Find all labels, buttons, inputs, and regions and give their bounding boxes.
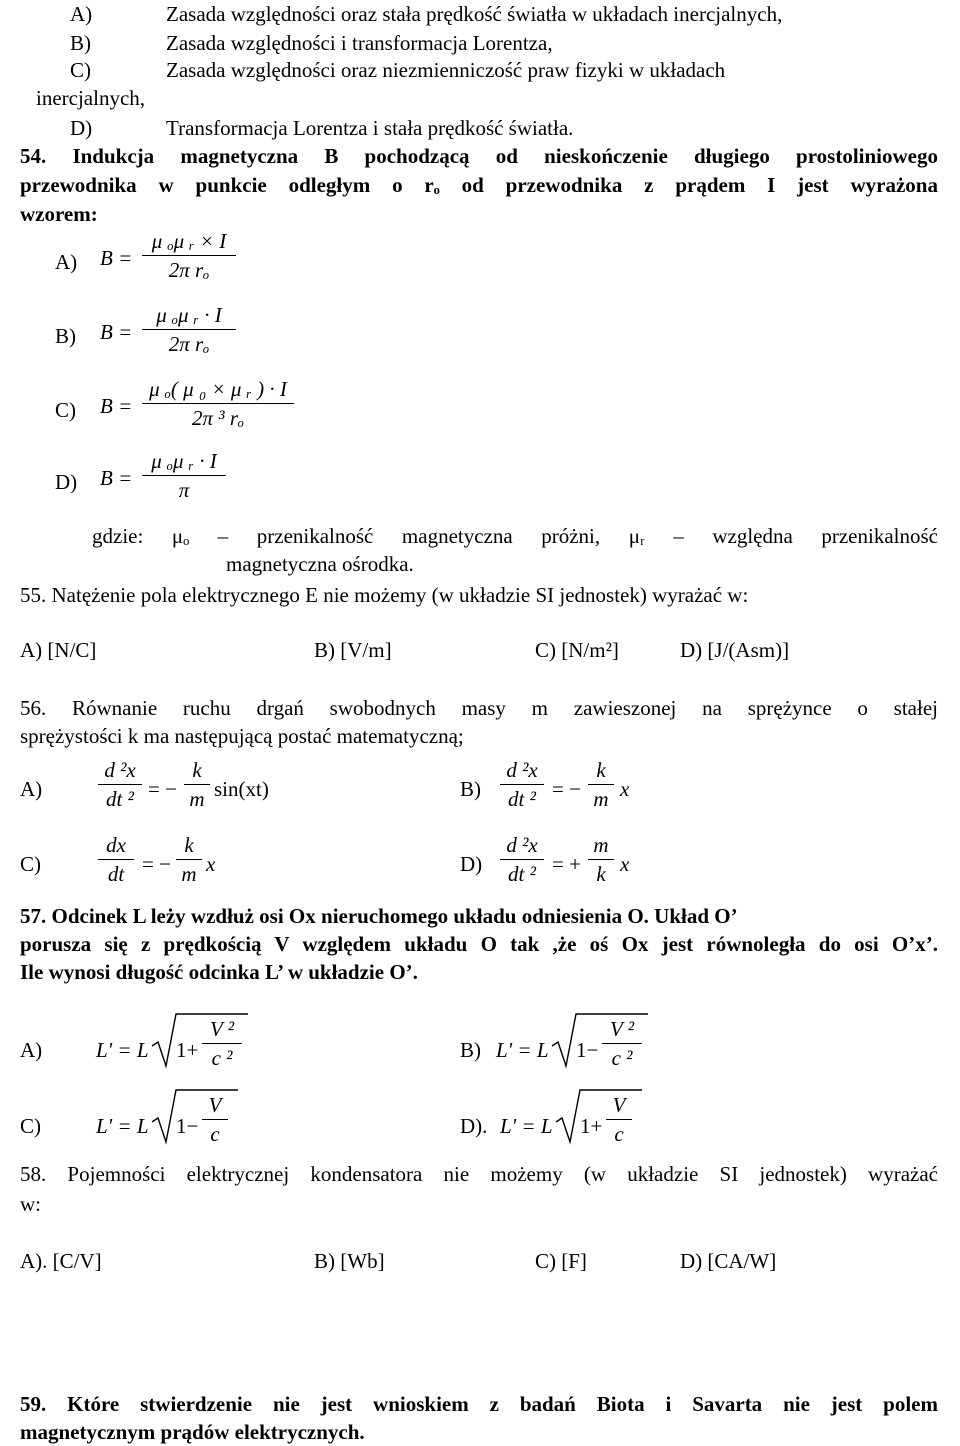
q54-line3: wzorem: <box>20 202 98 226</box>
q54-b-lhs: B = <box>100 320 133 344</box>
fraction-bar <box>142 255 236 256</box>
q56-a-rhs-fraction <box>184 757 210 812</box>
q57-line2: porusza się z prędkością V względem układu O tak ,że oś Ox jest równoległa do osi O’x’. <box>20 932 938 956</box>
q57-a-numerator: V ² <box>210 1017 234 1041</box>
q58-option-d: D) [CA/W] <box>680 1249 777 1273</box>
fraction-bar <box>142 403 294 404</box>
q56-d-rhs-numerator: m <box>593 833 609 857</box>
q55-option-c: C) [N/m²] <box>535 638 619 662</box>
q53-b-text: Zasada względności i transformacja Lorentza, <box>166 31 553 55</box>
q58-option-b: B) [Wb] <box>314 1249 385 1273</box>
q57-d-numerator: V <box>612 1093 626 1117</box>
q56-a-lhs-numerator: d ²x <box>104 758 136 782</box>
q54-d-numerator: μ ₒμ ᵣ · I <box>151 449 217 473</box>
q57-a-lhs: L' = L <box>96 1038 149 1062</box>
q56-d-lhs-fraction <box>500 832 544 887</box>
q53-c-text-cont: inercjalnych, <box>36 86 146 110</box>
q57-c-denominator: c <box>210 1122 220 1146</box>
q57-b-label: B) <box>460 1038 481 1062</box>
q56-d-lhs-numerator: d ²x <box>506 833 538 857</box>
fraction-bar <box>202 1043 242 1044</box>
q56-b-tail: x <box>620 777 630 801</box>
q56-d-lhs-denominator: dt ² <box>508 862 536 886</box>
q56-a-rhs-denominator: m <box>189 787 205 811</box>
q56-b-lhs-denominator: dt ² <box>508 787 536 811</box>
q56-a-lhs-denominator: dt ² <box>106 787 134 811</box>
q57-a-denominator: c ² <box>211 1046 233 1070</box>
q56-c-tail: x <box>206 852 216 876</box>
fraction-bar <box>202 1119 228 1120</box>
q53-c-text: Zasada względności oraz niezmienniczość praw fizyki w układach <box>166 58 726 82</box>
q56-b-rhs-denominator: m <box>593 787 609 811</box>
q54-c-denominator: 2π ³ rₒ <box>192 406 244 430</box>
q56-d-tail: x <box>620 852 630 876</box>
q54-a-denominator: 2π rₒ <box>168 258 210 282</box>
q59-line1: 59. Które stwierdzenie nie jest wnioskiem z badań Biota i Savarta nie jest polem <box>20 1392 938 1416</box>
fraction-bar <box>142 329 236 330</box>
q54-a-fraction <box>142 228 236 283</box>
q57-line1: 57. Odcinek L leży wzdłuż osi Ox nieruchomego układu odniesienia O. Układ O’ <box>20 904 738 928</box>
fraction-bar <box>142 475 226 476</box>
q56-b-lhs-numerator: d ²x <box>506 758 538 782</box>
fraction-bar <box>602 1043 642 1044</box>
q57-b-numerator: V ² <box>610 1017 634 1041</box>
fraction-bar <box>588 784 614 785</box>
q57-a-pre: 1+ <box>176 1038 199 1062</box>
q54-c-fraction <box>142 376 294 431</box>
q54-a-label: A) <box>55 250 78 274</box>
q54-line2: przewodnika w punkcie odległym o rₒ od przewodnika z prądem I jest wyrażona <box>20 173 938 197</box>
fraction-bar <box>500 784 544 785</box>
q54-b-numerator: μ ₒμ ᵣ · I <box>156 303 222 327</box>
q59-line2: magnetycznym prądów elektrycznych. <box>20 1420 365 1444</box>
q57-c-fraction <box>202 1092 228 1147</box>
q54-a-lhs: B = <box>100 246 133 270</box>
q56-c-lhs-denominator: dt <box>107 862 125 886</box>
q56-d-label: D) <box>460 852 483 876</box>
q54-c-label: C) <box>55 398 76 422</box>
q56-c-rhs-denominator: m <box>181 862 197 886</box>
fraction-bar <box>98 859 134 860</box>
q57-d-lhs: L' = L <box>500 1114 553 1138</box>
q57-a-fraction <box>202 1016 242 1071</box>
q56-c-lhs-fraction <box>98 832 134 887</box>
q56-c-rhs-numerator: k <box>184 833 194 857</box>
q58-option-c: C) [F] <box>535 1249 587 1273</box>
q58-line2: w: <box>20 1192 41 1216</box>
q57-b-fraction <box>602 1016 642 1071</box>
q56-a-tail: sin(xt) <box>214 777 269 801</box>
q57-a-label: A) <box>20 1038 43 1062</box>
q57-d-denominator: c <box>614 1122 624 1146</box>
fraction-bar <box>176 859 202 860</box>
q56-a-label: A) <box>20 777 43 801</box>
q57-b-denominator: c ² <box>611 1046 633 1070</box>
q58-option-a: A). [C/V] <box>20 1249 102 1273</box>
q54-line1: 54. Indukcja magnetyczna B pochodzącą od nieskończenie długiego prostoliniowego <box>20 144 938 168</box>
q56-b-rhs-numerator: k <box>596 758 606 782</box>
q55-option-d: D) [J/(Asm)] <box>680 638 790 662</box>
q57-d-fraction <box>606 1092 632 1147</box>
q54-b-denominator: 2π rₒ <box>168 332 210 356</box>
q57-c-pre: 1− <box>176 1114 199 1138</box>
q56-line2: sprężystości k ma następującą postać matematyczną; <box>20 724 464 748</box>
q57-b-lhs: L' = L <box>496 1038 549 1062</box>
q56-c-label: C) <box>20 852 41 876</box>
q54-b-fraction <box>142 302 236 357</box>
q54-b-label: B) <box>55 324 76 348</box>
q56-a-lhs-fraction <box>98 757 142 812</box>
fraction-bar <box>500 859 544 860</box>
q56-a-rhs-numerator: k <box>192 758 202 782</box>
q56-line1: 56. Równanie ruchu drgań swobodnych masy m zawieszonej na sprężynce o stałej <box>20 696 938 720</box>
q53-a-label: A) <box>70 2 93 26</box>
q57-d-pre: 1+ <box>580 1114 603 1138</box>
q54-d-denominator: π <box>178 478 190 502</box>
q53-a-text: Zasada względności oraz stała prędkość światła w układach inercjalnych, <box>166 2 783 26</box>
q55-option-a: A) [N/C] <box>20 638 97 662</box>
fraction-bar <box>588 859 614 860</box>
q56-a-eq: = − <box>148 777 177 801</box>
q54-c-numerator: μ ₒ( μ ₀ × μ ᵣ ) · I <box>149 377 287 401</box>
q56-d-rhs-fraction <box>588 832 614 887</box>
q55-option-b: B) [V/m] <box>314 638 392 662</box>
q56-c-rhs-fraction <box>176 832 202 887</box>
q54-c-lhs: B = <box>100 394 133 418</box>
q54-d-label: D) <box>55 470 78 494</box>
q53-d-label: D) <box>70 116 93 140</box>
q57-line3: Ile wynosi długość odcinka L’ w układzie O’. <box>20 960 418 984</box>
q57-c-lhs: L' = L <box>96 1114 149 1138</box>
q54-d-fraction <box>142 448 226 503</box>
q56-b-eq: = − <box>552 777 581 801</box>
q55-line1: 55. Natężenie pola elektrycznego E nie możemy (w układzie SI jednostek) wyrażać w: <box>20 583 749 607</box>
q57-c-label: C) <box>20 1114 41 1138</box>
q56-d-rhs-denominator: k <box>596 862 606 886</box>
q53-b-label: B) <box>70 31 91 55</box>
q56-b-rhs-fraction <box>588 757 614 812</box>
q56-c-lhs-numerator: dx <box>106 833 126 857</box>
q54-a-numerator: μ ₒμ ᵣ × I <box>151 229 227 253</box>
fraction-bar <box>606 1119 632 1120</box>
q54-d-lhs: B = <box>100 466 133 490</box>
q56-b-lhs-fraction <box>500 757 544 812</box>
q56-c-eq: = − <box>142 852 171 876</box>
q56-b-label: B) <box>460 777 481 801</box>
q54-where-2: magnetyczna ośrodka. <box>226 552 414 576</box>
q53-c-label: C) <box>70 58 91 82</box>
fraction-bar <box>98 784 142 785</box>
q57-c-numerator: V <box>208 1093 222 1117</box>
q56-d-eq: = + <box>552 852 581 876</box>
q54-where-1: gdzie: μₒ – przenikalność magnetyczna próżni, μᵣ – względna przenikalność <box>92 524 938 548</box>
fraction-bar <box>184 784 210 785</box>
q53-d-text: Transformacja Lorentza i stała prędkość światła. <box>166 116 574 140</box>
q57-d-label: D). <box>460 1114 488 1138</box>
q58-line1: 58. Pojemności elektrycznej kondensatora nie możemy (w układzie SI jednostek) wyrażać <box>20 1162 938 1186</box>
q57-b-pre: 1− <box>576 1038 599 1062</box>
